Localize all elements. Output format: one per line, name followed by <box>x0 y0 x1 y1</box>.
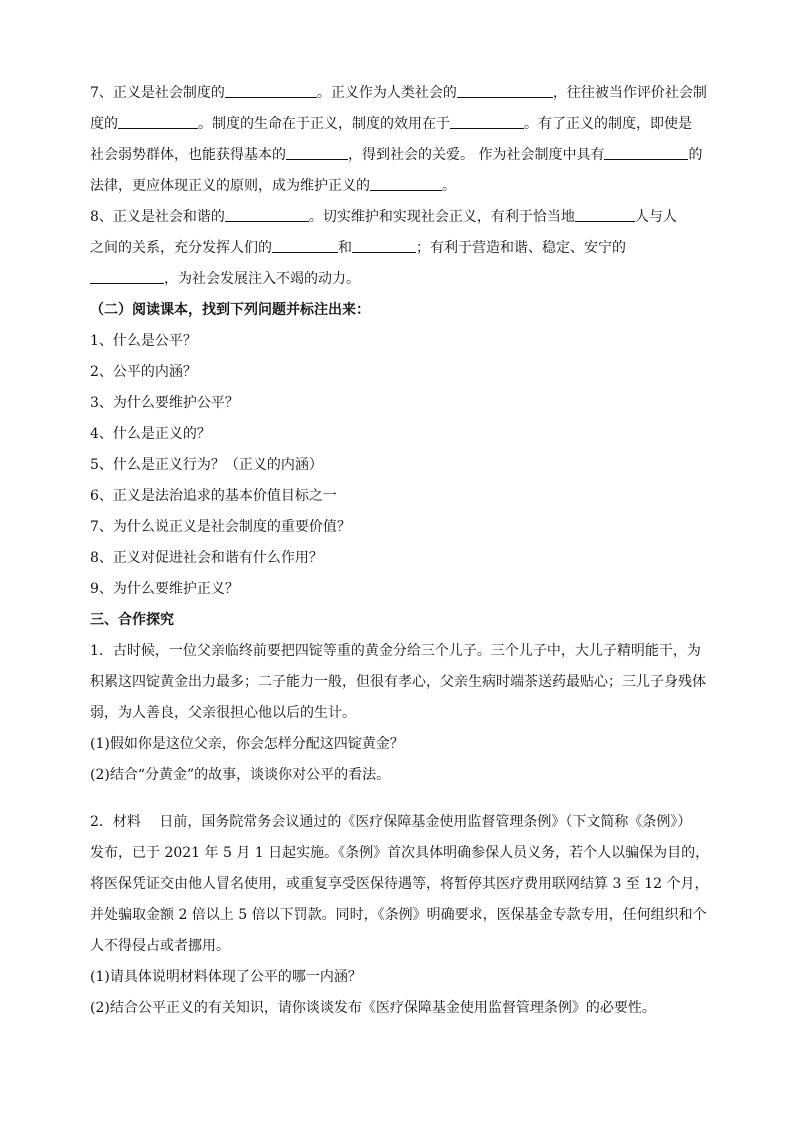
q7-text-k: 。 <box>442 178 456 194</box>
q8-text-d: 之间的关系，充分发挥人们的 <box>90 240 272 256</box>
answer-blank[interactable] <box>90 268 164 284</box>
text-line: 将医保凭证交由他人冒名使用，或重复享受医保待遇等，将暂停其医疗费用联网结算 3 至 12 个月， <box>90 876 709 892</box>
spacer <box>90 791 710 807</box>
answer-blank[interactable] <box>118 113 198 129</box>
list-item: 3、为什么要维护公平？ <box>90 395 239 411</box>
text-line: 2．材料 日前，国务院常务会议通过的《医疗保障基金使用监督管理条例》（下文简称《条例》） <box>90 814 692 830</box>
q8-text-f: ；有利于营造和谐、稳定、安宁的 <box>416 240 626 256</box>
q8-text-b: 。切实维护和实现社会正义，有利于恰当地 <box>308 209 575 225</box>
answer-blank[interactable] <box>370 175 442 191</box>
list-item: 9、为什么要维护正义？ <box>90 581 239 597</box>
inquiry-1-question-1: (1)假如你是这位父亲，你会怎样分配这四锭黄金？ <box>90 736 404 752</box>
text-line: 1．古时候，一位父亲临终前要把四锭等重的黄金分给三个儿子。三个儿子中，大儿子精明能干，为 <box>90 643 701 659</box>
inquiry-2-question-2: (2)结合公平正义的有关知识，请你谈谈发布《医疗保障基金使用监督管理条例》的必要性。 <box>90 1000 656 1016</box>
q7-line-3 <box>90 140 710 171</box>
list-item: 2、公平的内涵？ <box>90 364 197 380</box>
q8-text-c: 人与人 <box>634 209 677 225</box>
answer-blank[interactable] <box>450 113 524 129</box>
q7-text-i: 的 <box>688 147 703 163</box>
text-line: 弱，为人善良，父亲很担心他以后的生计。 <box>90 705 356 721</box>
answer-blank[interactable] <box>352 237 416 253</box>
q7-text-b: 。正义作为人类社会的 <box>316 85 457 101</box>
answer-blank[interactable] <box>286 144 348 160</box>
q7-text-c: ，往往被当作评价社会制 <box>552 85 707 101</box>
q7-text-h: ，得到社会的关爱。 作为社会制度中具有 <box>348 147 605 163</box>
answer-blank[interactable] <box>225 82 317 98</box>
list-item: 4、什么是正义的？ <box>90 426 211 442</box>
inquiry-1-question-2: (2)结合“分黄金”的故事，谈谈你对公平的看法。 <box>90 767 391 783</box>
q8-line-1 <box>90 202 710 233</box>
q7-line-1 <box>90 78 710 109</box>
q8-line-2 <box>90 233 710 264</box>
q8-text-e: 和 <box>338 240 352 256</box>
list-item: 6、正义是法治追求的基本价值目标之一 <box>90 488 337 504</box>
text-line: 人不得侵占或者挪用。 <box>90 938 230 954</box>
q7-text-f: 。有了正义的制度，即使是 <box>524 116 692 132</box>
q8-line-3 <box>90 264 710 295</box>
q8-text-g: ，为社会发展注入不竭的动力。 <box>164 271 360 287</box>
answer-blank[interactable] <box>457 82 553 98</box>
answer-blank[interactable] <box>575 206 635 222</box>
q8-text-a: 8、正义是社会和谐的 <box>90 209 225 225</box>
list-item: 7、为什么说正义是社会制度的重要价值？ <box>90 519 351 535</box>
q7-text-d: 度的 <box>90 116 118 132</box>
text-line: 并处骗取金额 2 倍以上 5 倍以下罚款。同时，《条例》明确要求，医保基金专款专用，任何组织和个 <box>90 907 707 923</box>
list-item: 8、正义对促进社会和谐有什么作用？ <box>90 550 323 566</box>
list-item: 1、什么是公平？ <box>90 333 197 349</box>
inquiry-2-question-1: (1)请具体说明材料体现了公平的哪一内涵？ <box>90 969 362 985</box>
inquiry-1-text <box>90 636 710 729</box>
section-2-heading: （二）阅读课本，找到下列问题并标注出来： <box>90 302 370 318</box>
fill-question-8 <box>90 202 710 295</box>
q7-line-2 <box>90 109 710 140</box>
document-page <box>90 78 710 1024</box>
text-line: 发布，已于 2021 年 5 月 1 日起实施。《条例》首次具体明确参保人员义务，若个人以骗保为目的， <box>90 845 710 861</box>
section-3-heading: 三、合作探究 <box>90 612 174 628</box>
fill-question-7 <box>90 78 710 202</box>
answer-blank[interactable] <box>272 237 338 253</box>
answer-blank[interactable] <box>604 144 688 160</box>
q7-text-j: 法律，更应体现正义的原则，成为维护正义的 <box>90 178 370 194</box>
answer-blank[interactable] <box>225 206 309 222</box>
inquiry-2-text <box>90 807 710 962</box>
q7-text-g: 社会弱势群体，也能获得基本的 <box>90 147 286 163</box>
text-line: 积累这四锭黄金出力最多；二子能力一般，但很有孝心，父亲生病时端茶送药最贴心；三儿子身残体 <box>90 674 706 690</box>
list-item: 5、什么是正义行为？（正义的内涵） <box>90 457 323 473</box>
q7-text-e: 。制度的生命在于正义，制度的效用在于 <box>198 116 450 132</box>
q7-line-4 <box>90 171 710 202</box>
q7-text-a: 7、正义是社会制度的 <box>90 85 225 101</box>
